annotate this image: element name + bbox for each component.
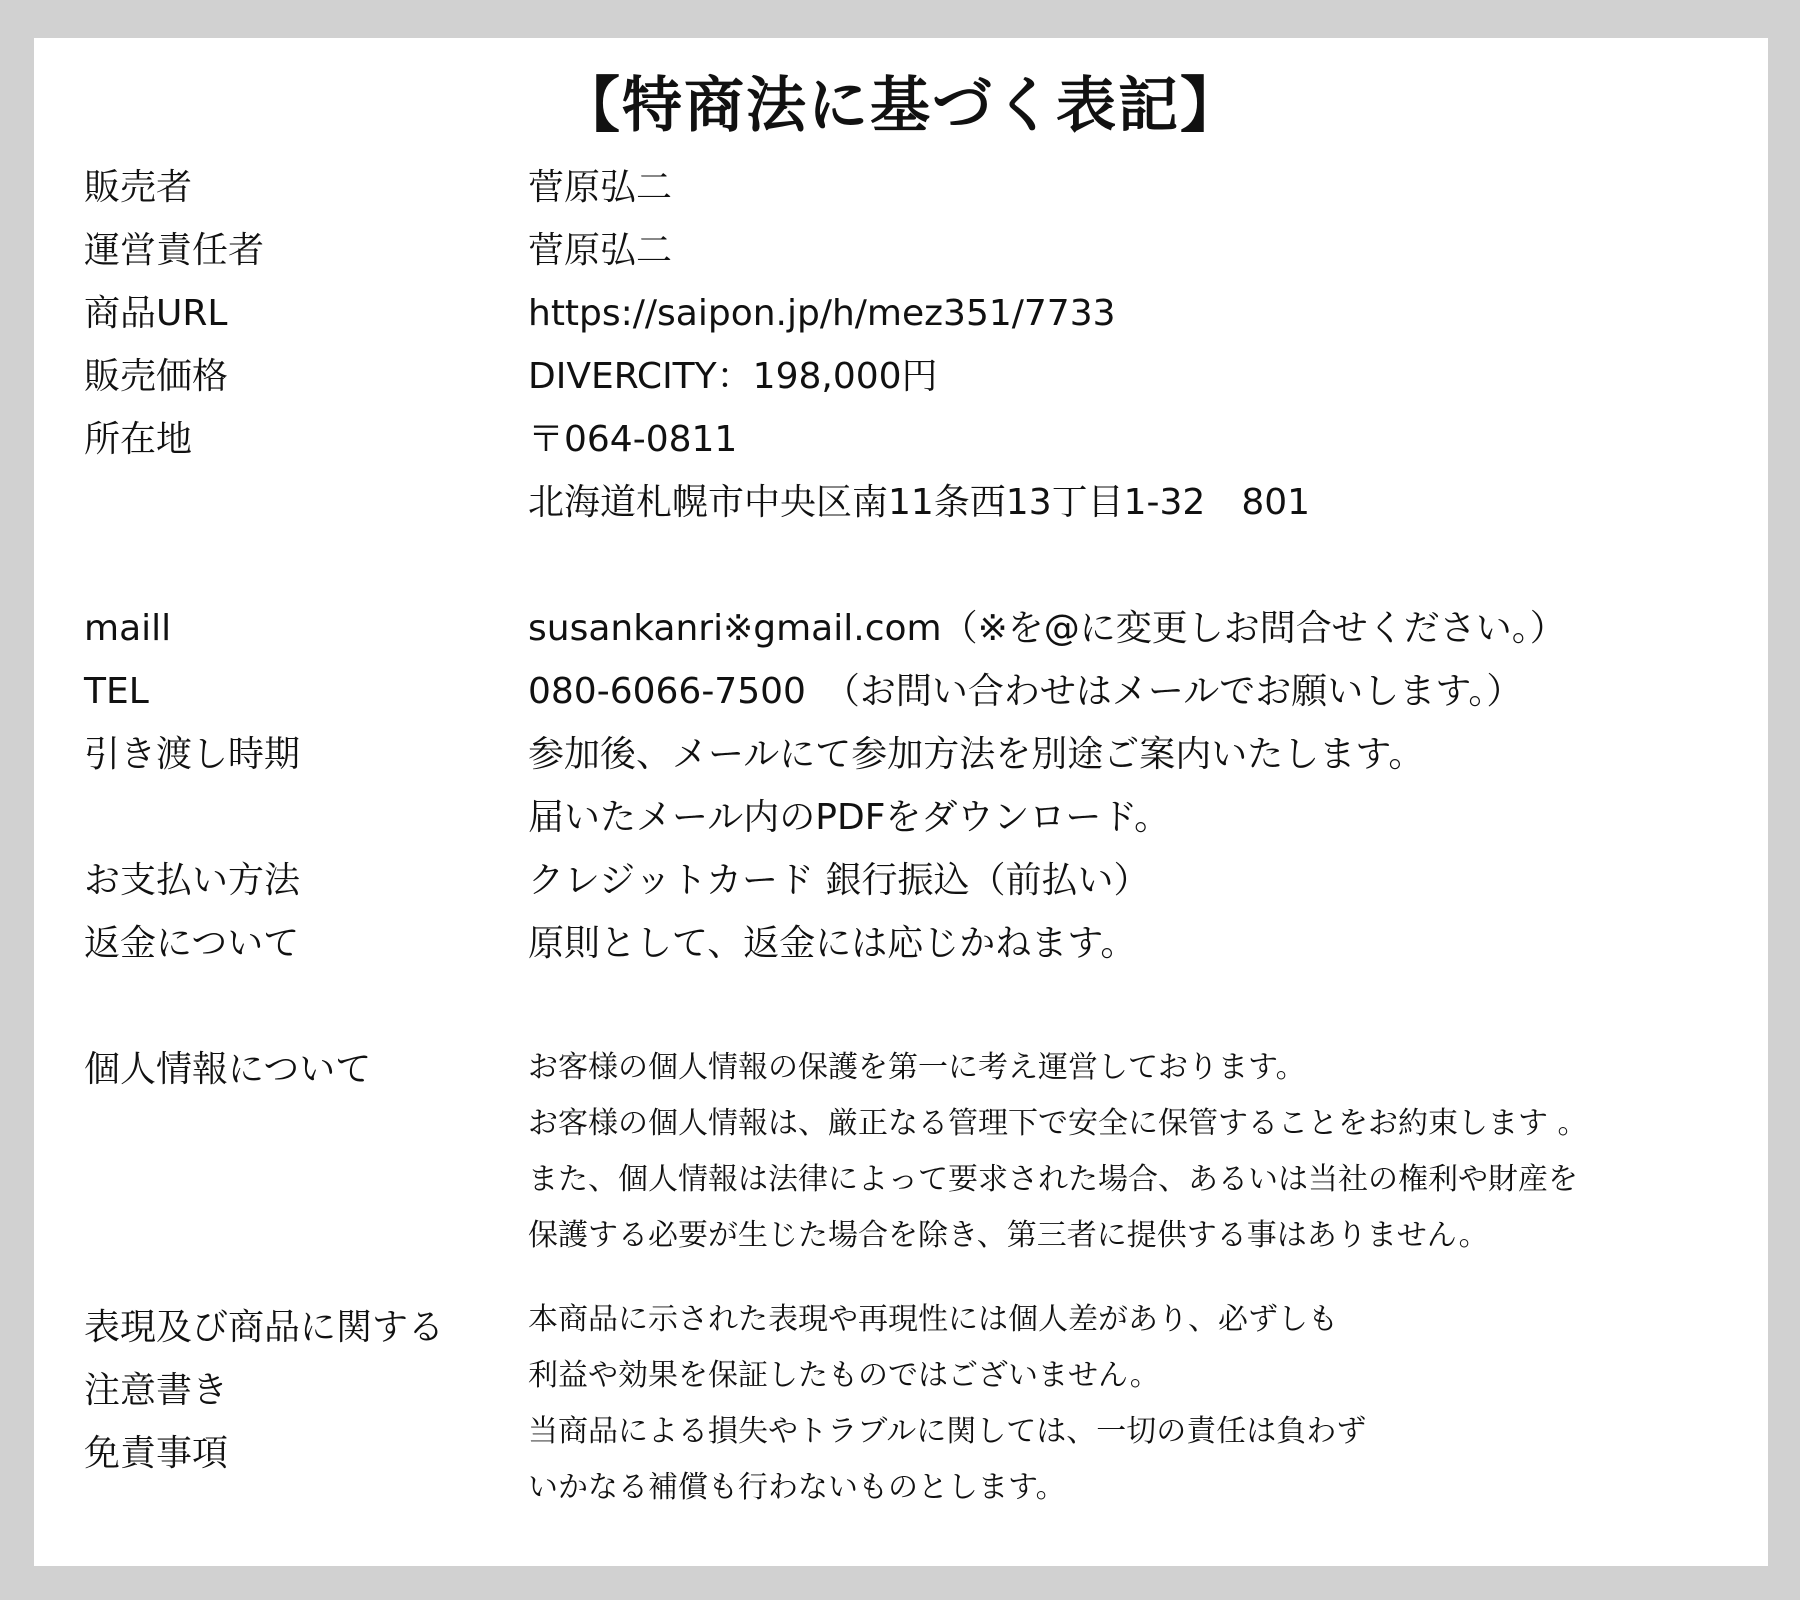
tel-value: 080-6066-7500 （お問い合わせはメールでお願いします。） xyxy=(528,671,1523,712)
payment-value: クレジットカード 銀行振込（前払い） xyxy=(528,860,1150,901)
refund-value: 原則として、返金には応じかねます。 xyxy=(528,923,1137,964)
seller-value: 菅原弘二 xyxy=(528,167,673,208)
privacy-line-4: 保護する必要が生じた場合を除き、第三者に提供する事はありません。 xyxy=(528,1218,1489,1253)
disclaimer-line-1: 本商品に示された表現や再現性には個人差があり、必ずしも xyxy=(528,1302,1338,1337)
privacy-label: 個人情報について xyxy=(84,1049,372,1090)
refund-label: 返金について xyxy=(84,923,300,964)
privacy-line-3: また、個人情報は法律によって要求された場合、あるいは当社の権利や財産を xyxy=(528,1162,1578,1197)
mail-value[interactable]: susankanri※gmail.com（※を@に変更しお問合せください。） xyxy=(528,608,1566,649)
tel-label: TEL xyxy=(84,671,149,712)
price-label: 販売価格 xyxy=(84,356,229,397)
manager-label: 運営責任者 xyxy=(84,230,265,271)
payment-label: お支払い方法 xyxy=(84,860,301,901)
price-value: DIVERCITY：198,000円 xyxy=(528,356,938,397)
address-line: 北海道札幌市中央区南11条西13丁目1-32 801 xyxy=(528,482,1311,523)
address-postal: 〒064-0811 xyxy=(528,419,738,460)
address-label: 所在地 xyxy=(84,419,193,460)
manager-value: 菅原弘二 xyxy=(528,230,673,271)
delivery-label: 引き渡し時期 xyxy=(84,734,301,775)
url-label: 商品URL xyxy=(84,293,228,334)
mail-label: maill xyxy=(84,608,172,649)
delivery-line-1: 参加後、メールにて参加方法を別途ご案内いたします。 xyxy=(528,734,1425,775)
disclaimer-label-3: 免責事項 xyxy=(84,1433,229,1474)
content-panel xyxy=(34,38,1768,1566)
privacy-line-2: お客様の個人情報は、厳正なる管理下で安全に保管することをお約束します 。 xyxy=(528,1106,1588,1141)
disclaimer-line-2: 利益や効果を保証したものではございません。 xyxy=(528,1358,1160,1393)
page-title: 【特商法に基づく表記】 xyxy=(560,71,1242,141)
disclaimer-line-4: いかなる補償も行わないものとします。 xyxy=(528,1470,1066,1505)
disclaimer-label-2: 注意書き xyxy=(84,1370,229,1411)
url-value[interactable]: https://saipon.jp/h/mez351/7733 xyxy=(528,293,1116,334)
seller-label: 販売者 xyxy=(84,167,193,208)
delivery-line-2: 届いたメール内のPDFをダウンロード。 xyxy=(528,797,1171,838)
privacy-line-1: お客様の個人情報の保護を第一に考え運営しております。 xyxy=(528,1050,1306,1085)
disclaimer-label-1: 表現及び商品に関する xyxy=(84,1307,445,1348)
disclaimer-line-3: 当商品による損失やトラブルに関しては、一切の責任は負わず xyxy=(528,1414,1367,1449)
